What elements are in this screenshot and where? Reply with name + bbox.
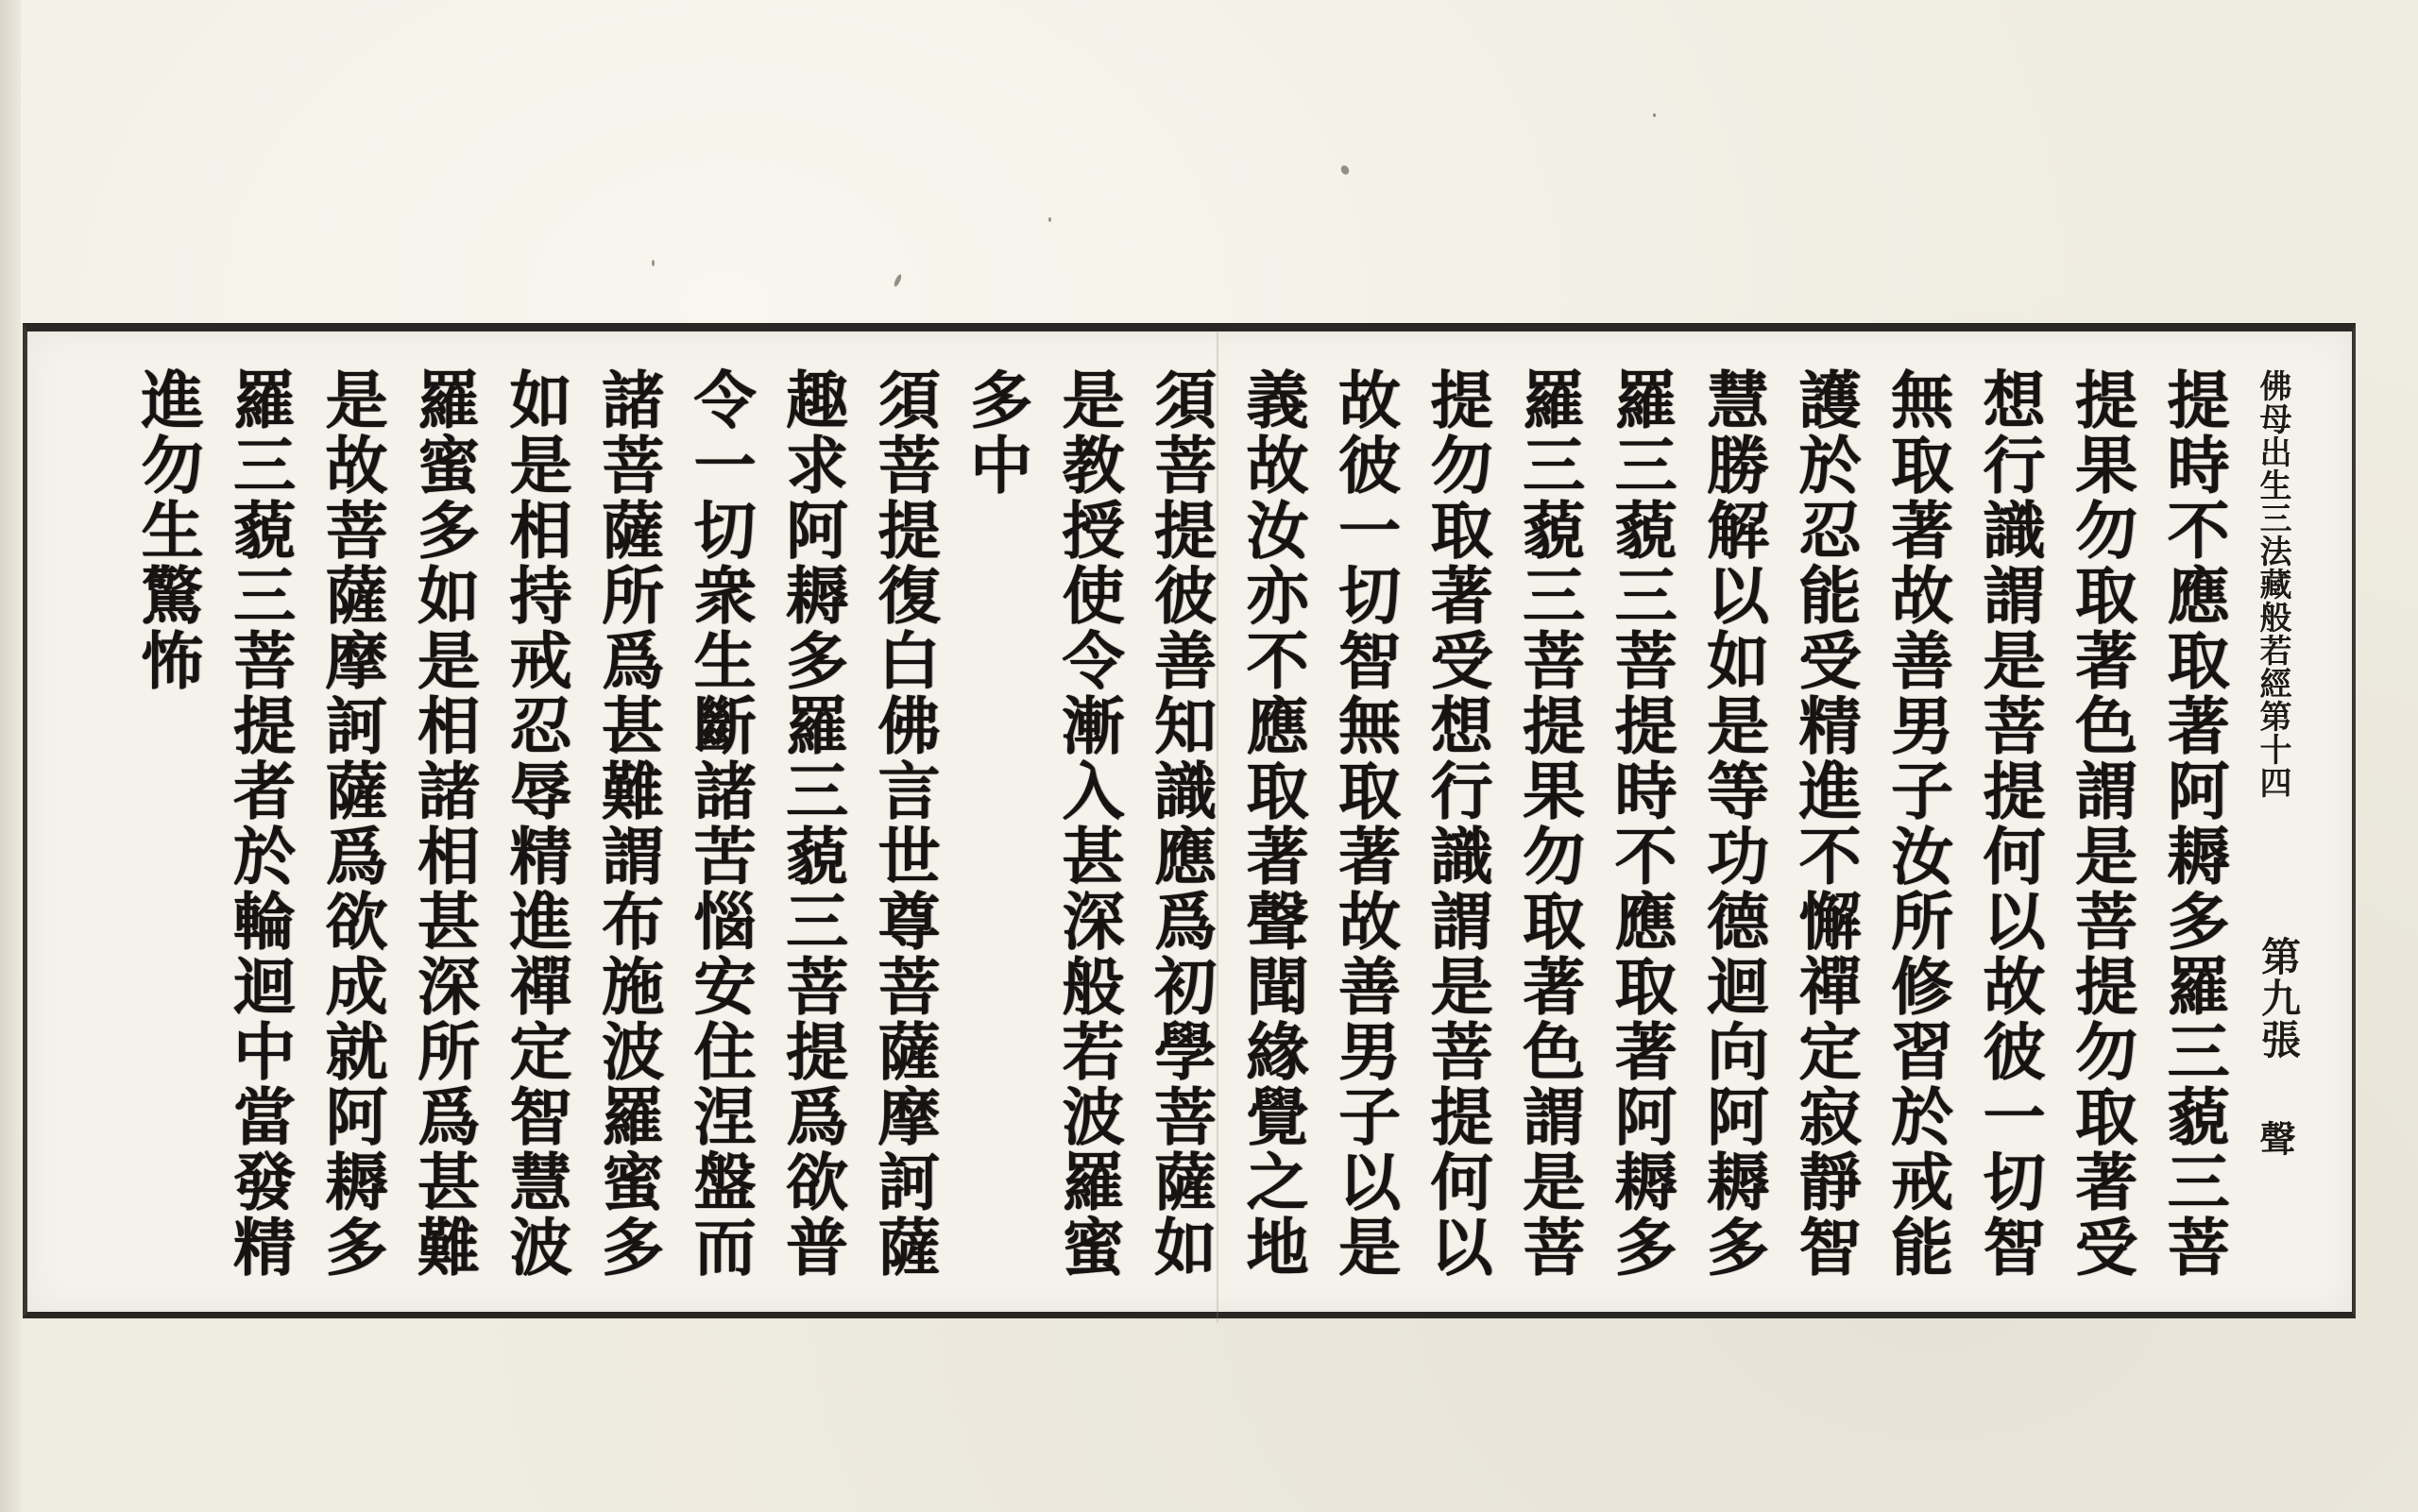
text-column: 提時不應取著阿耨多羅三藐三菩 bbox=[2156, 367, 2230, 1280]
ink-speck bbox=[652, 260, 655, 266]
text-column: 慧勝解以如是等功德迴向阿耨多 bbox=[1695, 367, 1770, 1280]
text-column: 提勿取著受想行識謂是菩提何以 bbox=[1420, 367, 1493, 1280]
margin-page-number: 第九張 bbox=[2256, 936, 2302, 1061]
text-column: 多中 bbox=[959, 367, 1033, 498]
text-column: 諸菩薩所爲甚難謂布施波羅蜜多 bbox=[590, 367, 665, 1280]
margin-title: 佛母出生三法藏般若經第十四 bbox=[2254, 369, 2291, 799]
text-column: 羅三藐三菩提時不應取著阿耨多 bbox=[1604, 367, 1677, 1280]
text-column: 令一切衆生斷諸苦惱安住涅盤而 bbox=[683, 367, 757, 1280]
fold-line bbox=[1217, 331, 1218, 1322]
text-column: 羅三藐三菩提者於輪迴中當發精 bbox=[222, 367, 297, 1280]
text-column: 是教授使令漸入甚深般若波羅蜜 bbox=[1051, 367, 1125, 1280]
text-column: 趣求阿耨多羅三藐三菩提爲欲普 bbox=[775, 367, 849, 1280]
margin-mark: 聲 bbox=[2254, 1120, 2296, 1156]
text-column: 無取著故善男子汝所修習於戒能 bbox=[1880, 367, 1954, 1280]
text-column: 是故菩薩摩訶薩爲欲成就阿耨多 bbox=[315, 367, 388, 1280]
text-column: 如是相持戒忍辱精進禪定智慧波 bbox=[499, 367, 572, 1280]
printed-block-frame bbox=[23, 323, 2356, 1318]
page-edge bbox=[0, 0, 21, 1512]
text-column: 羅三藐三菩提果勿取著色謂是菩 bbox=[1511, 367, 1586, 1280]
text-column: 羅蜜多如是相諸相甚深所爲甚難 bbox=[406, 367, 481, 1280]
text-column: 須菩提彼善知識應爲初學菩薩如 bbox=[1143, 367, 1218, 1280]
ink-speck bbox=[1048, 217, 1051, 222]
text-column: 提果勿取著色謂是菩提勿取著受 bbox=[2064, 367, 2138, 1280]
text-column: 護於忍能受精進不懈禪定寂靜智 bbox=[1788, 367, 1862, 1280]
text-column: 想行識謂是菩提何以故彼一切智 bbox=[1972, 367, 2046, 1280]
text-columns bbox=[27, 331, 2352, 1312]
text-column: 須菩提復白佛言世尊菩薩摩訶薩 bbox=[867, 367, 941, 1280]
text-column: 進勿生驚怖 bbox=[130, 367, 204, 693]
text-column: 義故汝亦不應取著聲聞緣覺之地 bbox=[1235, 367, 1309, 1280]
ink-speck bbox=[1653, 113, 1656, 117]
text-column: 故彼一切智無取著故善男子以是 bbox=[1327, 367, 1402, 1280]
